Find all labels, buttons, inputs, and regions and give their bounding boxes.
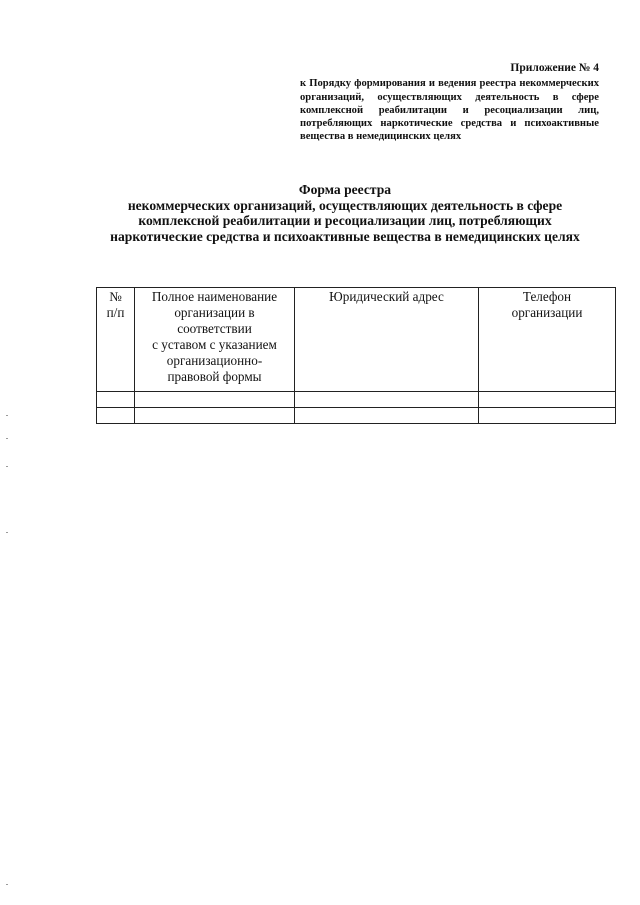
scan-artifact (6, 466, 8, 467)
table-cell (295, 408, 479, 424)
header-phone-line1: Телефон (522, 289, 572, 304)
form-title (95, 182, 595, 244)
header-number (97, 288, 135, 392)
scan-artifact (6, 438, 8, 439)
table-cell (295, 392, 479, 408)
header-number-line2: п/п (106, 305, 125, 320)
table-row (97, 392, 616, 408)
table-cell (479, 392, 616, 408)
header-full-name-line2: организации в (174, 305, 255, 320)
header-full-name-line5: организационно- (166, 353, 263, 368)
header-full-name-line3: соответствии (177, 321, 252, 336)
form-title-line1: Форма реестра (298, 182, 392, 197)
table-cell (479, 408, 616, 424)
registry-table (96, 287, 616, 424)
scan-artifact (6, 532, 8, 533)
header-full-name-line6: правовой формы (167, 369, 262, 384)
table-cell (97, 392, 135, 408)
appendix-body: к Порядку формирования и ведения реестра некоммерческих организаций, осуществляющих деятельность в сфере комплексной реабилитации и ресоциализации лиц, потребляющих наркотические средства и психоактивные вещества в немедицинских целях (300, 78, 599, 143)
table-cell (97, 408, 135, 424)
scan-artifact (6, 884, 8, 885)
table-header-row (97, 288, 616, 392)
scan-artifact (6, 415, 8, 416)
header-legal-address: Юридический адрес (295, 288, 479, 392)
appendix-title: Приложение № 4 (510, 62, 599, 74)
appendix-block (300, 62, 599, 144)
header-full-name-line4: с уставом с указанием (152, 337, 277, 352)
form-title-rest: некоммерческих организаций, осуществляющих деятельность в сфере комплексной реабилитации и ресоциализации лиц, потребляющих наркотические средства и психоактивные вещества в немедицинских целях (110, 197, 580, 244)
header-full-name (135, 288, 295, 392)
header-number-line1: № (109, 289, 122, 304)
header-full-name-line1: Полное наименование (151, 289, 278, 304)
table-row (97, 408, 616, 424)
header-phone (479, 288, 616, 392)
table-cell (135, 392, 295, 408)
table-cell (135, 408, 295, 424)
header-phone-line2: организации (511, 305, 583, 320)
